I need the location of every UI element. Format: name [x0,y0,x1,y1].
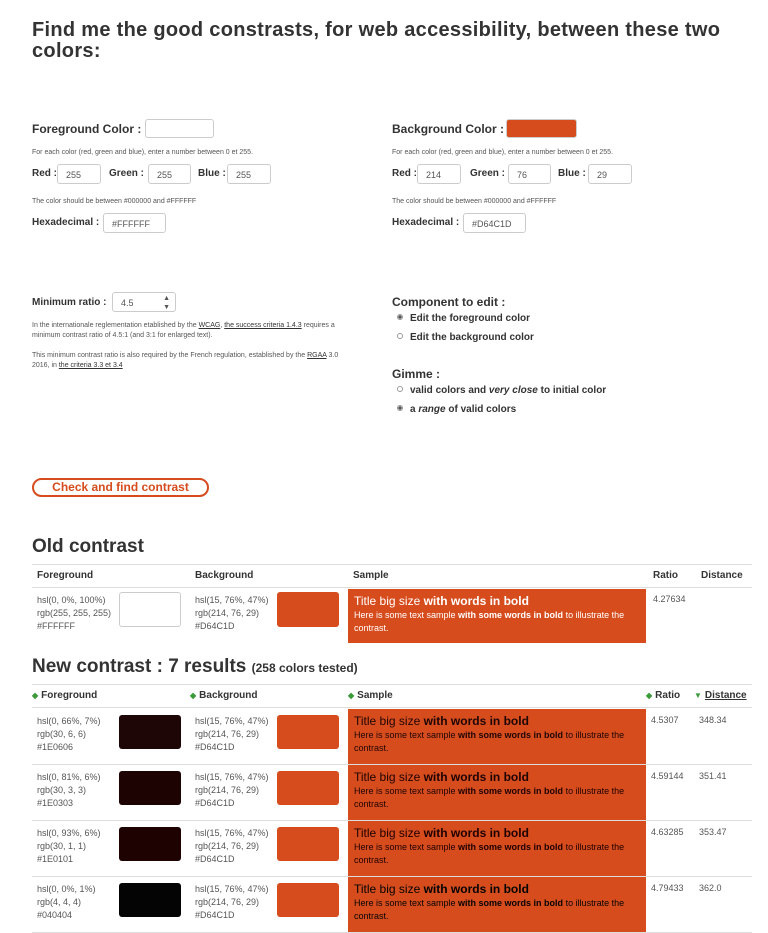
radio-unselected-icon [397,333,403,339]
new-header-ratio[interactable]: ◆ Ratio [646,690,681,701]
old-contrast-heading: Old contrast [32,536,144,557]
page-title: Find me the good constrasts, for web accessibility, between these two colors: [32,19,721,62]
foreground-hex-label: Hexadecimal : [32,217,100,228]
gimme-label: Gimme : [392,367,441,381]
fg-swatch [119,715,181,749]
background-hex-note: The color should be between #000000 and #FFFFFF [392,198,557,205]
radio-selected-icon [397,314,403,320]
wcag-abbr: WCAG [198,322,221,329]
old-header-foreground: Foreground [37,570,94,581]
fg-swatch [119,883,181,917]
bg-swatch [277,883,339,917]
sample: Title big size with words in bold Here is some text sample with some words in bold to illustrate the contrast. [348,765,646,820]
old-bg-values: hsl(15, 76%, 47%) rgb(214, 76, 29) #D64C1D [195,595,269,631]
success-criteria-link[interactable]: the success criteria 1.4.3 [224,322,302,329]
background-hex-input[interactable]: #D64C1D [463,213,526,233]
ratio-value: 4.59144 [651,771,684,781]
foreground-green-label: Green : [109,168,145,179]
foreground-green-input[interactable]: 255 [148,164,191,184]
foreground-blue-input[interactable]: 255 [227,164,271,184]
rgaa-criteria-link[interactable]: the criteria 3.3 et 3.4 [58,362,123,369]
background-red-label: Red : [392,168,417,179]
sort-desc-icon: ▼ [694,691,702,700]
bg-swatch [277,715,339,749]
old-header-ratio: Ratio [653,570,678,581]
sample: Title big size with words in bold Here is some text sample with some words in bold to illustrate the contrast. [348,709,646,764]
sort-arrow-icon: ◆ [190,691,197,700]
bg-swatch [277,771,339,805]
divider [32,707,752,708]
new-header-background[interactable]: ◆ Background [190,690,258,701]
old-header-sample: Sample [353,570,389,581]
old-header-background: Background [195,570,254,581]
foreground-hex-note: The color should be between #000000 and #FFFFFF [32,198,197,205]
old-bg-swatch [277,592,339,627]
new-contrast-heading: New contrast : 7 results (258 colors tested) [32,656,358,677]
fg-swatch [119,827,181,861]
check-contrast-button[interactable]: Check and find contrast [32,478,209,497]
fg-values: hsl(0, 66%, 7%) rgb(30, 6, 6) #1E0606 [37,716,101,752]
foreground-hex-input[interactable]: #FFFFFF [103,213,166,233]
background-blue-input[interactable]: 29 [588,164,632,184]
sort-arrow-icon: ◆ [646,691,653,700]
wcag-note: In the internationale reglementation etablished by the WCAG, the success criteria 1.4.3 requires a minimum contrast ratio of 4.5:1 (and 3:1 for enlarged text). [32,322,335,339]
background-hex-label: Hexadecimal : [392,217,460,228]
rgaa-note: This minimum contrast ratio is also required by the French regulation, established by the RGAA 3.0 2016, in the criteria 3.3 et 3.4 [32,352,339,369]
sample: Title big size with words in bold Here is some text sample with some words in bold to illustrate the contrast. [348,821,646,876]
stepper-arrows-icon: ▲ ▼ [163,295,170,311]
divider [32,587,752,588]
sort-arrow-icon: ◆ [32,691,39,700]
minimum-ratio-select[interactable] [112,292,176,312]
rgaa-abbr: RGAA [307,352,327,359]
component-to-edit-label: Component to edit : [392,295,506,309]
bg-values: hsl(15, 76%, 47%) rgb(214, 76, 29) #D64C1D [195,716,269,752]
foreground-color-label: Foreground Color : [32,122,142,136]
fg-values: hsl(0, 0%, 1%) rgb(4, 4, 4) #040404 [37,884,96,920]
radio-unselected-icon [397,386,403,392]
background-color-label: Background Color : [392,122,505,136]
old-sample: Title big size with words in bold Here is some text sample with some words in bold to illustrate the contrast. [348,589,646,643]
background-green-input[interactable]: 76 [508,164,551,184]
ratio-value: 4.63285 [651,827,684,837]
minimum-ratio-value: 4.5 [121,298,134,308]
background-red-input[interactable]: 214 [417,164,461,184]
background-green-label: Green : [470,168,506,179]
foreground-red-label: Red : [32,168,57,179]
old-ratio: 4.27634 [653,594,686,604]
old-header-distance: Distance [701,570,743,581]
fg-swatch [119,771,181,805]
sort-arrow-icon: ◆ [348,691,355,700]
edit-background-radio[interactable]: Edit the background color [397,332,534,343]
background-rgb-note: For each color (red, green and blue), enter a number between 0 et 255. [392,149,614,156]
colors-tested-count: (258 colors tested) [251,661,358,675]
new-header-sample[interactable]: ◆ Sample [348,690,393,701]
old-fg-swatch [119,592,181,627]
edit-foreground-radio[interactable]: Edit the foreground color [397,313,530,324]
sample: Title big size with words in bold Here is some text sample with some words in bold to illustrate the contrast. [348,877,646,932]
radio-selected-icon [397,405,403,411]
bg-swatch [277,827,339,861]
distance-value: 348.34 [699,715,727,725]
foreground-rgb-note: For each color (red, green and blue), enter a number between 0 et 255. [32,149,254,156]
divider [32,684,752,685]
distance-value: 353.47 [699,827,727,837]
background-blue-label: Blue : [558,168,586,179]
minimum-ratio-label: Minimum ratio : [32,297,107,308]
foreground-red-input[interactable]: 255 [57,164,101,184]
new-header-distance[interactable]: ▼ Distance [694,690,747,701]
bg-values: hsl(15, 76%, 47%) rgb(214, 76, 29) #D64C1D [195,884,269,920]
foreground-blue-label: Blue : [198,168,226,179]
new-header-foreground[interactable]: ◆ Foreground [32,690,98,701]
ratio-value: 4.79433 [651,883,684,893]
distance-value: 362.0 [699,883,722,893]
bg-values: hsl(15, 76%, 47%) rgb(214, 76, 29) #D64C1D [195,828,269,864]
fg-values: hsl(0, 81%, 6%) rgb(30, 3, 3) #1E0303 [37,772,101,808]
gimme-close-radio[interactable]: valid colors and very close to initial color [397,385,606,396]
bg-values: hsl(15, 76%, 47%) rgb(214, 76, 29) #D64C1D [195,772,269,808]
fg-values: hsl(0, 93%, 6%) rgb(30, 1, 1) #1E0101 [37,828,101,864]
foreground-color-picker[interactable] [145,119,214,138]
old-fg-values: hsl(0, 0%, 100%) rgb(255, 255, 255) #FFFFFF [37,595,112,631]
gimme-range-radio[interactable]: a range of valid colors [397,404,516,415]
ratio-value: 4.5307 [651,715,679,725]
distance-value: 351.41 [699,771,727,781]
divider [32,564,752,565]
background-color-picker[interactable] [506,119,577,138]
